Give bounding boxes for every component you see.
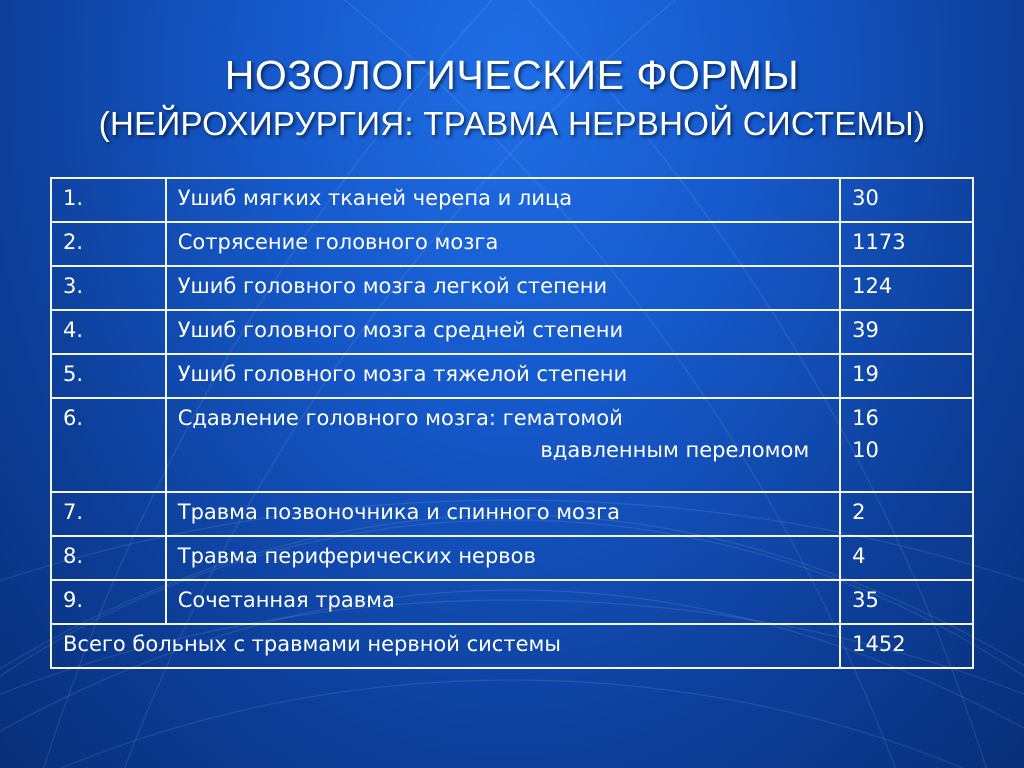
row-value: 124 (840, 266, 973, 310)
nosology-table (50, 177, 974, 669)
total-row (51, 624, 973, 668)
row-label: Сочетанная травма (166, 580, 840, 624)
row-label: Травма периферических нервов (166, 536, 840, 580)
row-number: 1. (51, 178, 166, 222)
table-row (51, 310, 973, 354)
table-row (51, 266, 973, 310)
row-value: 39 (840, 310, 973, 354)
slide-title (0, 48, 1024, 146)
table-row (51, 536, 973, 580)
row-number: 4. (51, 310, 166, 354)
row-number: 7. (51, 492, 166, 536)
row-label: Сдавление головного мозга: гематомой (177, 406, 623, 430)
row-label-group (166, 398, 840, 492)
row-number: 8. (51, 536, 166, 580)
row-number: 6. (51, 398, 166, 492)
row-label: Ушиб головного мозга легкой степени (166, 266, 840, 310)
row-label: Ушиб головного мозга тяжелой степени (166, 354, 840, 398)
table-row (51, 492, 973, 536)
row-number: 2. (51, 222, 166, 266)
table-row (51, 398, 973, 492)
row-sublabel: вдавленным переломом (540, 438, 810, 462)
row-value-group (840, 398, 973, 492)
table-row (51, 222, 973, 266)
row-label: Сотрясение головного мозга (166, 222, 840, 266)
table-row (51, 580, 973, 624)
table-row (51, 354, 973, 398)
title-main: НОЗОЛОГИЧЕСКИЕ ФОРМЫ (224, 52, 800, 98)
row-value: 2 (840, 492, 973, 536)
row-value: 35 (840, 580, 973, 624)
title-subtitle: (НЕЙРОХИРУРГИЯ: ТРАВМА НЕРВНОЙ СИСТЕМЫ) (98, 105, 926, 142)
row-label: Ушиб головного мозга средней степени (166, 310, 840, 354)
row-number: 3. (51, 266, 166, 310)
row-number: 5. (51, 354, 166, 398)
row-label: Ушиб мягких тканей черепа и лица (166, 178, 840, 222)
row-value: 30 (840, 178, 973, 222)
row-label: Травма позвоночника и спинного мозга (166, 492, 840, 536)
total-label: Всего больных с травмами нервной системы (51, 624, 840, 668)
table-row (51, 178, 973, 222)
total-value: 1452 (840, 624, 973, 668)
row-value: 19 (840, 354, 973, 398)
row-value: 4 (840, 536, 973, 580)
row-value: 1173 (840, 222, 973, 266)
row-number: 9. (51, 580, 166, 624)
row-value: 16 (852, 406, 879, 430)
row-subvalue: 10 (852, 438, 879, 462)
